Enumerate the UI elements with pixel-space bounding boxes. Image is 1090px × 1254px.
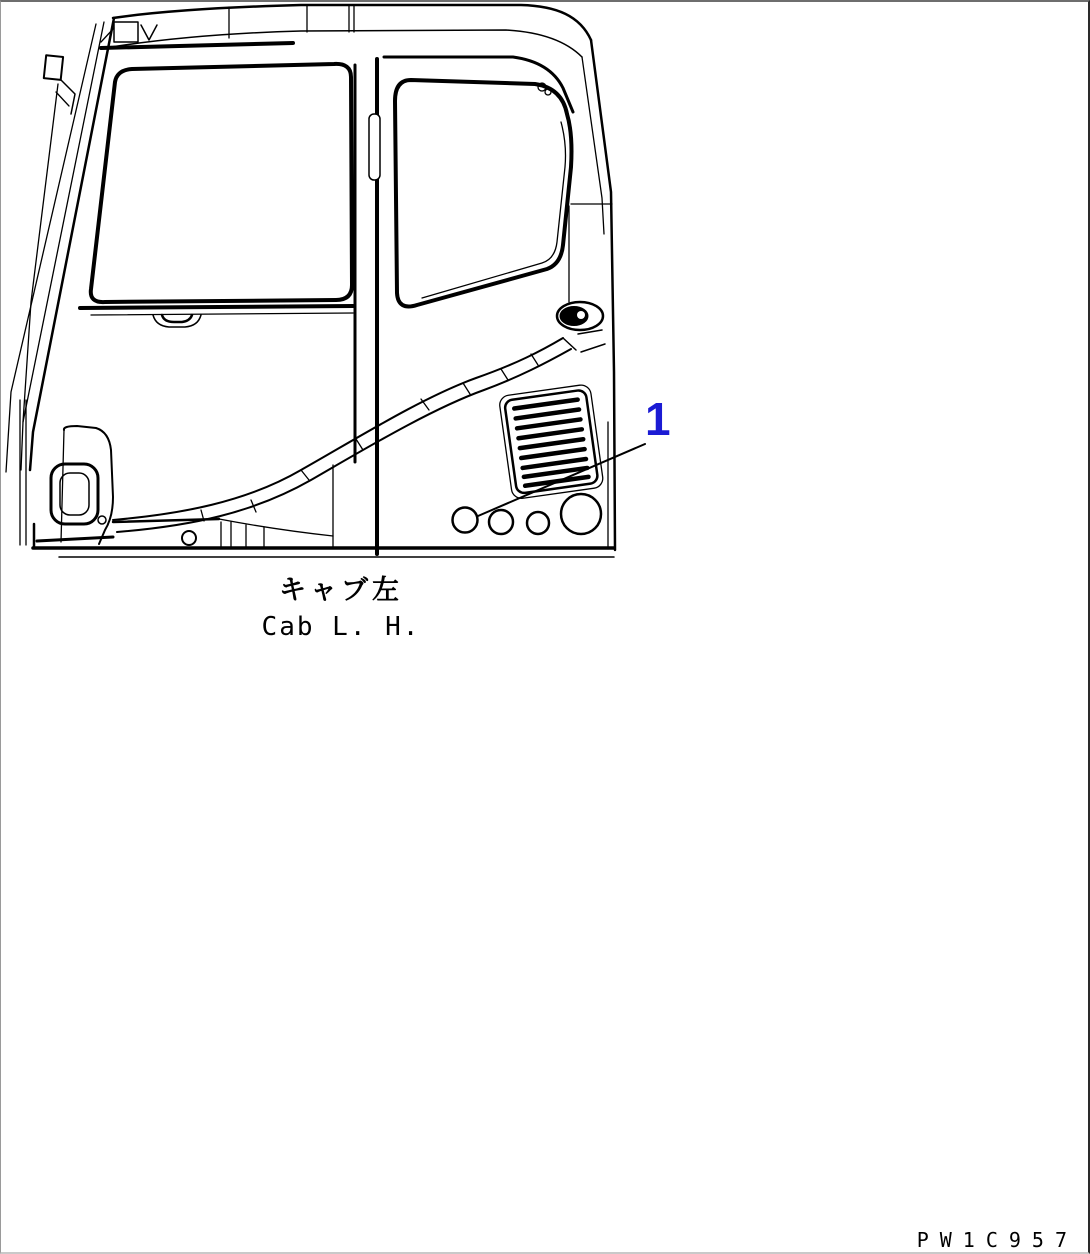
drawing-caption [191,576,491,642]
cab-roof [101,5,591,112]
center-pillar [355,59,380,554]
front-window [80,64,353,327]
bottom-sill [33,465,614,557]
door-window [395,80,572,307]
door-handle [557,302,603,330]
caption-japanese: キャブ左 [279,575,403,606]
speaker-grille [498,384,604,500]
callout-leader-line [478,444,645,516]
callout-1[interactable]: 1 [645,393,671,445]
caption-english: Cab L. H. [261,612,421,642]
panel-circles [453,494,602,534]
drawing-code: PW1C957 [916,1228,1078,1252]
grab-handle-bracket [51,426,113,544]
cab-line-drawing [1,2,701,662]
trim-band [113,330,605,536]
